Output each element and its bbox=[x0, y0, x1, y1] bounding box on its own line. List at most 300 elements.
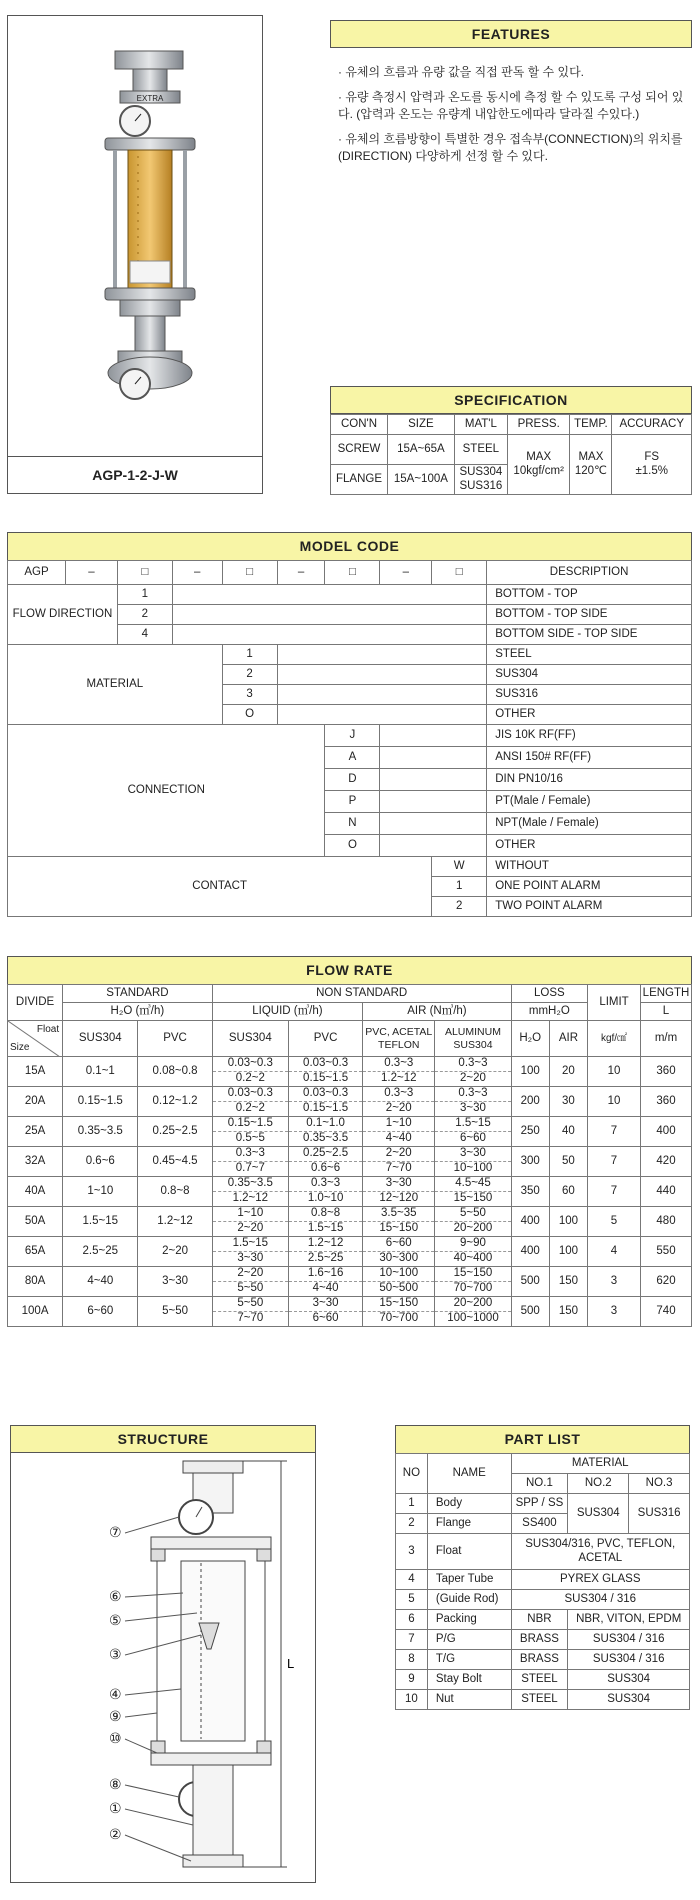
fr-air_pvc: 30~300 bbox=[363, 1252, 435, 1267]
fr-liq304: 0.2~2 bbox=[212, 1102, 288, 1117]
spec-conn: SCREW bbox=[331, 435, 388, 465]
fr-standard: STANDARD bbox=[63, 985, 213, 1003]
fr-loss-air: 50 bbox=[549, 1147, 587, 1177]
code-description: DIN PN10/16 bbox=[487, 769, 692, 791]
fr-air_pvc: 0.3~3 bbox=[363, 1087, 435, 1102]
pl-h-no2: NO.2 bbox=[568, 1474, 629, 1494]
callout: ⑨ bbox=[109, 1708, 122, 1724]
fr-limit-value: 10 bbox=[588, 1057, 641, 1087]
specification-table bbox=[330, 414, 692, 495]
pl-m23: SUS304 bbox=[568, 1670, 690, 1690]
fr-length-value: 620 bbox=[641, 1267, 692, 1297]
fr-liquid-unit: LIQUID (㎥/h) bbox=[212, 1003, 363, 1021]
model-label-box bbox=[8, 456, 262, 494]
contact-label: CONTACT bbox=[8, 857, 432, 917]
pl-m23: SUS304 / 316 bbox=[568, 1650, 690, 1670]
fr-air_al: 3~30 bbox=[435, 1147, 511, 1162]
fr-loss-air: 30 bbox=[549, 1087, 587, 1117]
code-value: J bbox=[325, 725, 380, 747]
fr-liqpvc: 0.25~2.5 bbox=[288, 1147, 362, 1162]
code-description: ONE POINT ALARM bbox=[487, 877, 692, 897]
spec-conn: FLANGE bbox=[331, 465, 388, 495]
part-list-title bbox=[395, 1425, 690, 1453]
flow-rate-row bbox=[8, 1207, 692, 1222]
pl-all: SUS304 / 316 bbox=[511, 1590, 689, 1610]
code-box: □ bbox=[432, 561, 487, 585]
pl-m23: SUS304 bbox=[568, 1690, 690, 1710]
callout: ① bbox=[109, 1800, 122, 1816]
pl-no: 2 bbox=[396, 1514, 428, 1534]
fr-col: PVC bbox=[288, 1021, 362, 1057]
spec-header: TEMP. bbox=[570, 415, 612, 435]
fr-std-sus304: 0.6~6 bbox=[63, 1147, 138, 1177]
fr-h2o-unit: H₂O (㎥/h) bbox=[63, 1003, 213, 1021]
fr-float: Float bbox=[36, 1024, 60, 1035]
flow-rate-row bbox=[8, 1297, 692, 1312]
fr-liqpvc: 0.35~3.5 bbox=[288, 1132, 362, 1147]
fr-liqpvc: 2.5~25 bbox=[288, 1252, 362, 1267]
pl-m1: STEEL bbox=[511, 1690, 568, 1710]
callout: ⑧ bbox=[109, 1776, 122, 1792]
fr-std-sus304: 0.1~1 bbox=[63, 1057, 138, 1087]
fr-liqpvc: 1.5~15 bbox=[288, 1222, 362, 1237]
structure-title bbox=[10, 1425, 316, 1453]
fr-length-value: 360 bbox=[641, 1057, 692, 1087]
fr-air_al: 100~1000 bbox=[435, 1312, 511, 1327]
flow-rate-row bbox=[8, 1267, 692, 1282]
pl-m2: SUS304 bbox=[568, 1494, 629, 1534]
code-description: BOTTOM - TOP SIDE bbox=[487, 605, 692, 625]
fr-std-sus304: 4~40 bbox=[63, 1267, 138, 1297]
code-value: 4 bbox=[117, 625, 172, 645]
fr-air-unit: AIR (N㎥/h) bbox=[363, 1003, 511, 1021]
flow-rate-row bbox=[8, 1057, 692, 1072]
fr-std-sus304: 2.5~25 bbox=[63, 1237, 138, 1267]
callout: ⑥ bbox=[109, 1588, 122, 1604]
fr-limit-value: 7 bbox=[588, 1177, 641, 1207]
fr-std-pvc: 2~20 bbox=[138, 1237, 212, 1267]
fr-std-pvc: 0.25~2.5 bbox=[138, 1117, 212, 1147]
fr-limit-value: 3 bbox=[588, 1267, 641, 1297]
fr-limit-value: 5 bbox=[588, 1207, 641, 1237]
fr-liqpvc: 1.2~12 bbox=[288, 1237, 362, 1252]
fr-size: 100A bbox=[8, 1297, 63, 1327]
pl-m1: BRASS bbox=[511, 1650, 568, 1670]
callout: ⑦ bbox=[109, 1524, 122, 1540]
fr-liq304: 5~50 bbox=[212, 1282, 288, 1297]
fr-divide: DIVIDE bbox=[8, 985, 63, 1021]
fr-liq304: 1.2~12 bbox=[212, 1192, 288, 1207]
fr-std-sus304: 0.35~3.5 bbox=[63, 1117, 138, 1147]
fr-liq304: 0.7~7 bbox=[212, 1162, 288, 1177]
fr-length-value: 400 bbox=[641, 1117, 692, 1147]
fr-float-size-cell bbox=[8, 1021, 63, 1057]
fr-length-value: 480 bbox=[641, 1207, 692, 1237]
fr-liqpvc: 0.8~8 bbox=[288, 1207, 362, 1222]
feature-item: · 유체의 흐름과 유량 값을 직접 판독 할 수 있다. bbox=[338, 65, 584, 79]
pl-h-name: NAME bbox=[427, 1454, 511, 1494]
fr-col: SUS304 bbox=[212, 1021, 288, 1057]
pl-h-no: NO bbox=[396, 1454, 428, 1494]
callout: ⑩ bbox=[109, 1730, 122, 1746]
fr-air_pvc: 50~500 bbox=[363, 1282, 435, 1297]
feature-item: · 유량 측정시 압력과 온도를 동시에 측정 할 수 있도록 구성 되어 있다. (압력과 온도는 유량계 내압한도에따라 달라질 수있다.) bbox=[338, 90, 684, 121]
fr-air_pvc: 3~30 bbox=[363, 1177, 435, 1192]
flow-rate-title-text: FLOW RATE bbox=[306, 962, 393, 978]
fr-liq304: 2~20 bbox=[212, 1222, 288, 1237]
fr-loss: LOSS bbox=[511, 985, 587, 1003]
fr-loss-air: 150 bbox=[549, 1297, 587, 1327]
fr-col: m/m bbox=[641, 1021, 692, 1057]
fr-limit-value: 10 bbox=[588, 1087, 641, 1117]
fr-liq304: 0.03~0.3 bbox=[212, 1087, 288, 1102]
fr-air_al: 9~90 bbox=[435, 1237, 511, 1252]
fr-air_al: 20~200 bbox=[435, 1297, 511, 1312]
fr-l: L bbox=[641, 1003, 692, 1021]
code-description: TWO POINT ALARM bbox=[487, 897, 692, 917]
pl-all: SUS304/316, PVC, TEFLON, ACETAL bbox=[511, 1534, 689, 1570]
callout: ② bbox=[109, 1826, 122, 1842]
pl-name: Stay Bolt bbox=[427, 1670, 511, 1690]
spec-header: ACCURACY bbox=[612, 415, 692, 435]
fr-aluminum: ALUMINUM bbox=[444, 1026, 501, 1039]
fr-std-sus304: 6~60 bbox=[63, 1297, 138, 1327]
brand-plate: EXTRA bbox=[136, 94, 164, 103]
code-value: 1 bbox=[432, 877, 487, 897]
model-label: AGP-1-2-J-W bbox=[92, 467, 178, 483]
code-value: W bbox=[432, 857, 487, 877]
fr-air_pvc: 2~20 bbox=[363, 1102, 435, 1117]
pl-no: 9 bbox=[396, 1670, 428, 1690]
code-value: O bbox=[222, 705, 277, 725]
pl-name: Nut bbox=[427, 1690, 511, 1710]
pl-no: 8 bbox=[396, 1650, 428, 1670]
pl-m3: SUS316 bbox=[629, 1494, 690, 1534]
fr-limit-value: 7 bbox=[588, 1117, 641, 1147]
code-description: JIS 10K RF(FF) bbox=[487, 725, 692, 747]
fr-size: 20A bbox=[8, 1087, 63, 1117]
pl-no: 4 bbox=[396, 1570, 428, 1590]
fr-length: LENGTH bbox=[641, 985, 692, 1003]
material-label: MATERIAL bbox=[8, 645, 223, 725]
spec-size: 15A~65A bbox=[388, 435, 455, 465]
code-description: SUS304 bbox=[487, 665, 692, 685]
callout: ④ bbox=[109, 1686, 122, 1702]
pl-m23: NBR, VITON, EPDM bbox=[568, 1610, 690, 1630]
code-description: WITHOUT bbox=[487, 857, 692, 877]
fr-air_al: 10~100 bbox=[435, 1162, 511, 1177]
pl-name: Flange bbox=[427, 1514, 511, 1534]
spec-matl: SUS304 SUS316 bbox=[454, 465, 507, 495]
model-code-table bbox=[7, 560, 692, 917]
code-description: NPT(Male / Female) bbox=[487, 813, 692, 835]
pl-m1: SS400 bbox=[511, 1514, 568, 1534]
fr-liqpvc: 0.03~0.3 bbox=[288, 1087, 362, 1102]
fr-col: SUS304 bbox=[63, 1021, 138, 1057]
spec-temp: MAX 120℃ bbox=[570, 435, 612, 495]
fr-loss-h2o: 500 bbox=[511, 1267, 549, 1297]
fr-std-pvc: 5~50 bbox=[138, 1297, 212, 1327]
code-value: O bbox=[325, 835, 380, 857]
pl-h-no1: NO.1 bbox=[511, 1474, 568, 1494]
fr-std-pvc: 1.2~12 bbox=[138, 1207, 212, 1237]
fr-col: PVC bbox=[138, 1021, 212, 1057]
fr-air_pvc: 12~120 bbox=[363, 1192, 435, 1207]
fr-liq304: 7~70 bbox=[212, 1312, 288, 1327]
fr-air_al: 20~200 bbox=[435, 1222, 511, 1237]
features-title-text: FEATURES bbox=[471, 26, 551, 42]
structure-drawing-panel bbox=[10, 1453, 316, 1883]
code-value: 3 bbox=[222, 685, 277, 705]
pl-h-material: MATERIAL bbox=[511, 1454, 689, 1474]
pl-no: 6 bbox=[396, 1610, 428, 1630]
fr-std-pvc: 0.45~4.5 bbox=[138, 1147, 212, 1177]
fr-size: 65A bbox=[8, 1237, 63, 1267]
fr-air_pvc: 10~100 bbox=[363, 1267, 435, 1282]
fr-col-aluminum bbox=[435, 1021, 511, 1057]
fr-air_al: 2~20 bbox=[435, 1072, 511, 1087]
pl-name: Float bbox=[427, 1534, 511, 1570]
fr-col-pvc-acetal bbox=[363, 1021, 435, 1057]
fr-limit-value: 4 bbox=[588, 1237, 641, 1267]
code-prefix: AGP bbox=[8, 561, 66, 585]
specification-title bbox=[330, 386, 692, 414]
pl-h-no3: NO.3 bbox=[629, 1474, 690, 1494]
flow-rate-row bbox=[8, 1087, 692, 1102]
code-description: OTHER bbox=[487, 835, 692, 857]
fr-std-pvc: 3~30 bbox=[138, 1267, 212, 1297]
code-value: 2 bbox=[222, 665, 277, 685]
fr-air_al: 0.3~3 bbox=[435, 1087, 511, 1102]
fr-length-value: 360 bbox=[641, 1087, 692, 1117]
code-box: □ bbox=[117, 561, 172, 585]
fr-loss-air: 100 bbox=[549, 1237, 587, 1267]
code-description: ANSI 150# RF(FF) bbox=[487, 747, 692, 769]
code-description: SUS316 bbox=[487, 685, 692, 705]
fr-liq304: 1~10 bbox=[212, 1207, 288, 1222]
part-list-table bbox=[395, 1453, 690, 1710]
fr-std-pvc: 0.08~0.8 bbox=[138, 1057, 212, 1087]
spec-matl: STEEL bbox=[454, 435, 507, 465]
fr-liqpvc: 0.1~1.0 bbox=[288, 1117, 362, 1132]
fr-loss-h2o: 500 bbox=[511, 1297, 549, 1327]
fr-liqpvc: 6~60 bbox=[288, 1312, 362, 1327]
fr-limit-value: 7 bbox=[588, 1147, 641, 1177]
fr-loss-h2o: 300 bbox=[511, 1147, 549, 1177]
fr-size: Size bbox=[10, 1041, 30, 1053]
fr-std-sus304: 1~10 bbox=[63, 1177, 138, 1207]
features-list bbox=[338, 64, 688, 173]
fr-liqpvc: 4~40 bbox=[288, 1282, 362, 1297]
fr-size: 80A bbox=[8, 1267, 63, 1297]
fr-std-sus304: 0.15~1.5 bbox=[63, 1087, 138, 1117]
code-dash: – bbox=[172, 561, 222, 585]
fr-loss-h2o: 400 bbox=[511, 1237, 549, 1267]
features-title bbox=[330, 20, 692, 48]
flow-rate-row bbox=[8, 1177, 692, 1192]
pl-m1: STEEL bbox=[511, 1670, 568, 1690]
fr-liq304: 5~50 bbox=[212, 1297, 288, 1312]
specification-title-text: SPECIFICATION bbox=[454, 392, 568, 408]
code-value: 2 bbox=[432, 897, 487, 917]
model-code-title-text: MODEL CODE bbox=[299, 538, 400, 554]
fr-col: H₂O bbox=[511, 1021, 549, 1057]
pl-no: 1 bbox=[396, 1494, 428, 1514]
fr-size: 50A bbox=[8, 1207, 63, 1237]
fr-air_al: 15~150 bbox=[435, 1267, 511, 1282]
fr-air_al: 15~150 bbox=[435, 1192, 511, 1207]
feature-item: · 유체의 흐름방향이 특별한 경우 접속부(CONNECTION)의 위치를(DIRECTION) 다양하게 선정 할 수 있다. bbox=[338, 132, 683, 163]
fr-air_al: 1.5~15 bbox=[435, 1117, 511, 1132]
code-dash: – bbox=[380, 561, 432, 585]
fr-col: kgf/㎠ bbox=[588, 1021, 641, 1057]
fr-std-pvc: 0.12~1.2 bbox=[138, 1087, 212, 1117]
spec-header: CON'N bbox=[331, 415, 388, 435]
fr-std-sus304: 1.5~15 bbox=[63, 1207, 138, 1237]
code-value: D bbox=[325, 769, 380, 791]
code-value: P bbox=[325, 791, 380, 813]
pl-name: Body bbox=[427, 1494, 511, 1514]
fr-air_pvc: 4~40 bbox=[363, 1132, 435, 1147]
fr-air_pvc: 7~70 bbox=[363, 1162, 435, 1177]
fr-liqpvc: 3~30 bbox=[288, 1297, 362, 1312]
pl-no: 10 bbox=[396, 1690, 428, 1710]
fr-liq304: 1.5~15 bbox=[212, 1237, 288, 1252]
pl-all: PYREX GLASS bbox=[511, 1570, 689, 1590]
fr-length-value: 420 bbox=[641, 1147, 692, 1177]
spec-press: MAX 10kgf/cm² bbox=[507, 435, 569, 495]
fr-liq304: 0.03~0.3 bbox=[212, 1057, 288, 1072]
callout: ⑤ bbox=[109, 1612, 122, 1628]
fr-liqpvc: 0.3~3 bbox=[288, 1177, 362, 1192]
fr-mmh2o: mmH₂O bbox=[511, 1003, 587, 1021]
pl-no: 3 bbox=[396, 1534, 428, 1570]
fr-loss-h2o: 250 bbox=[511, 1117, 549, 1147]
pl-m1: SPP / SS bbox=[511, 1494, 568, 1514]
fr-col: AIR bbox=[549, 1021, 587, 1057]
fr-liqpvc: 0.6~6 bbox=[288, 1162, 362, 1177]
fr-teflon: TEFLON bbox=[378, 1038, 420, 1051]
pl-no: 7 bbox=[396, 1630, 428, 1650]
fr-liq304: 3~30 bbox=[212, 1252, 288, 1267]
flow-rate-table bbox=[7, 984, 692, 1327]
callout: ③ bbox=[109, 1646, 122, 1662]
code-value: 1 bbox=[222, 645, 277, 665]
fr-air_pvc: 15~150 bbox=[363, 1222, 435, 1237]
flow-rate-body bbox=[8, 1057, 692, 1327]
pl-no: 5 bbox=[396, 1590, 428, 1610]
dimension-label: L bbox=[287, 1656, 295, 1671]
fr-loss-air: 20 bbox=[549, 1057, 587, 1087]
fr-loss-h2o: 100 bbox=[511, 1057, 549, 1087]
pl-m1: NBR bbox=[511, 1610, 568, 1630]
fr-liq304: 0.35~3.5 bbox=[212, 1177, 288, 1192]
code-dash: – bbox=[277, 561, 325, 585]
fr-air_al: 0.3~3 bbox=[435, 1057, 511, 1072]
model-code-title bbox=[7, 532, 692, 560]
fr-pvc-acetal: PVC, ACETAL bbox=[365, 1026, 433, 1039]
fr-size: 15A bbox=[8, 1057, 63, 1087]
pl-name: P/G bbox=[427, 1630, 511, 1650]
fr-air_pvc: 0.3~3 bbox=[363, 1057, 435, 1072]
fr-size: 32A bbox=[8, 1147, 63, 1177]
fr-liqpvc: 1.0~10 bbox=[288, 1192, 362, 1207]
structure-drawing bbox=[11, 1453, 315, 1881]
fr-sus304: SUS304 bbox=[453, 1038, 493, 1051]
code-value: A bbox=[325, 747, 380, 769]
fr-std-pvc: 0.8~8 bbox=[138, 1177, 212, 1207]
code-description: OTHER bbox=[487, 705, 692, 725]
fr-loss-air: 40 bbox=[549, 1117, 587, 1147]
fr-loss-h2o: 400 bbox=[511, 1207, 549, 1237]
fr-loss-air: 150 bbox=[549, 1267, 587, 1297]
flow-rate-title bbox=[7, 956, 692, 984]
fr-air_al: 4.5~45 bbox=[435, 1177, 511, 1192]
fr-size: 40A bbox=[8, 1177, 63, 1207]
fr-air_pvc: 3.5~35 bbox=[363, 1207, 435, 1222]
spec-header: SIZE bbox=[388, 415, 455, 435]
fr-length-value: 440 bbox=[641, 1177, 692, 1207]
code-description: STEEL bbox=[487, 645, 692, 665]
part-list-title-text: PART LIST bbox=[504, 1431, 581, 1447]
fr-liqpvc: 0.15~1.5 bbox=[288, 1072, 362, 1087]
spec-header: MAT'L bbox=[454, 415, 507, 435]
pl-name: Packing bbox=[427, 1610, 511, 1630]
flow-rate-row bbox=[8, 1117, 692, 1132]
pl-name: Taper Tube bbox=[427, 1570, 511, 1590]
flow-rate-row bbox=[8, 1237, 692, 1252]
flow-direction-label: FLOW DIRECTION bbox=[8, 585, 118, 645]
pl-m23: SUS304 / 316 bbox=[568, 1630, 690, 1650]
fr-size: 25A bbox=[8, 1117, 63, 1147]
code-value: 1 bbox=[117, 585, 172, 605]
fr-liqpvc: 1.6~16 bbox=[288, 1267, 362, 1282]
connection-label: CONNECTION bbox=[8, 725, 325, 857]
fr-liqpvc: 0.15~1.5 bbox=[288, 1102, 362, 1117]
fr-length-value: 740 bbox=[641, 1297, 692, 1327]
fr-air_al: 40~400 bbox=[435, 1252, 511, 1267]
fr-loss-h2o: 200 bbox=[511, 1087, 549, 1117]
fr-liq304: 0.2~2 bbox=[212, 1072, 288, 1087]
code-value: 2 bbox=[117, 605, 172, 625]
fr-air_pvc: 15~150 bbox=[363, 1297, 435, 1312]
fr-liq304: 0.5~5 bbox=[212, 1132, 288, 1147]
code-box: □ bbox=[325, 561, 380, 585]
code-description: BOTTOM - TOP bbox=[487, 585, 692, 605]
code-description-header: DESCRIPTION bbox=[487, 561, 692, 585]
fr-limit: LIMIT bbox=[588, 985, 641, 1021]
code-value: N bbox=[325, 813, 380, 835]
fr-non-standard: NON STANDARD bbox=[212, 985, 511, 1003]
fr-liq304: 2~20 bbox=[212, 1267, 288, 1282]
spec-accuracy: FS ±1.5% bbox=[612, 435, 692, 495]
fr-loss-air: 60 bbox=[549, 1177, 587, 1207]
fr-liqpvc: 0.03~0.3 bbox=[288, 1057, 362, 1072]
structure-title-text: STRUCTURE bbox=[117, 1431, 209, 1447]
pl-name: T/G bbox=[427, 1650, 511, 1670]
flowmeter-photo bbox=[8, 16, 262, 456]
pl-name: (Guide Rod) bbox=[427, 1590, 511, 1610]
product-photo-panel bbox=[7, 15, 263, 494]
fr-loss-h2o: 350 bbox=[511, 1177, 549, 1207]
spec-size: 15A~100A bbox=[388, 465, 455, 495]
fr-air_pvc: 2~20 bbox=[363, 1147, 435, 1162]
fr-air_pvc: 6~60 bbox=[363, 1237, 435, 1252]
fr-length-value: 550 bbox=[641, 1237, 692, 1267]
fr-loss-air: 100 bbox=[549, 1207, 587, 1237]
fr-air_pvc: 1.2~12 bbox=[363, 1072, 435, 1087]
fr-air_al: 6~60 bbox=[435, 1132, 511, 1147]
